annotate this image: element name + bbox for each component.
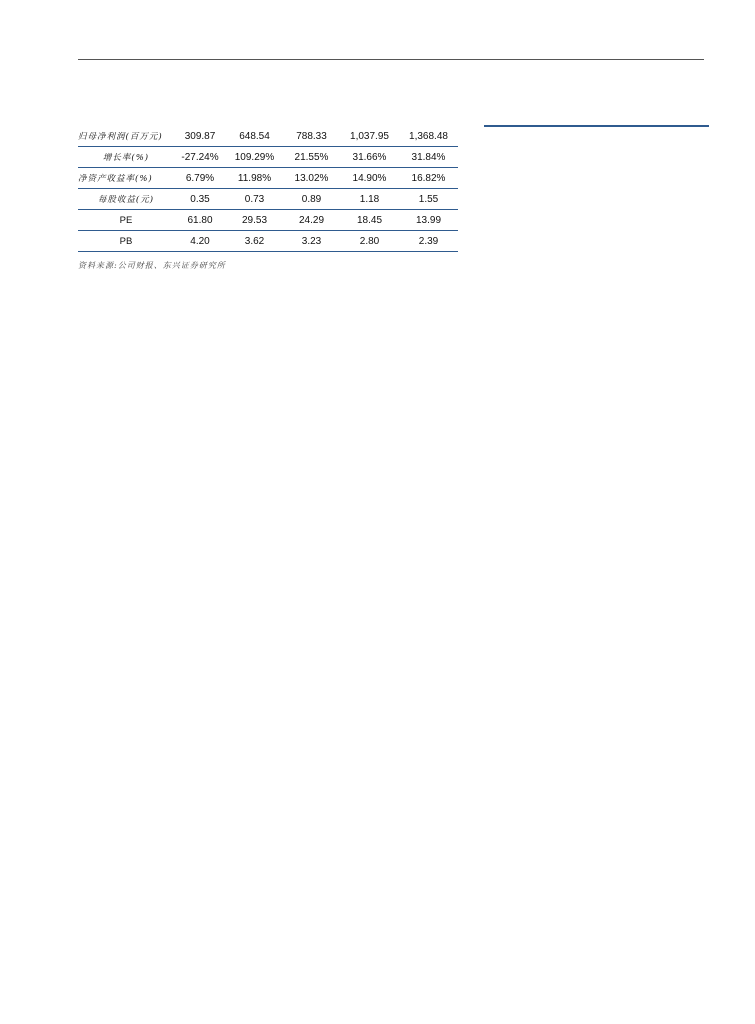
table-cell: 109.29%	[226, 147, 283, 168]
row-label: 净资产收益率(%)	[78, 168, 174, 189]
table-cell: 13.02%	[283, 168, 340, 189]
table-cell: 2.80	[340, 231, 399, 252]
table-cell: 1.18	[340, 189, 399, 210]
table-cell: 1,037.95	[340, 126, 399, 147]
table-cell: 18.45	[340, 210, 399, 231]
table-cell: 11.98%	[226, 168, 283, 189]
table-cell: 31.66%	[340, 147, 399, 168]
table-row	[78, 189, 458, 210]
row-label: 增长率(%)	[78, 147, 174, 168]
table-cell: 21.55%	[283, 147, 340, 168]
table-row	[78, 126, 458, 147]
table-cell: 1.55	[399, 189, 458, 210]
row-label: PB	[78, 231, 174, 252]
table-cell: 3.62	[226, 231, 283, 252]
table-cell: 29.53	[226, 210, 283, 231]
sidebar-rule	[484, 125, 709, 127]
table-row	[78, 168, 458, 189]
table-cell: 0.89	[283, 189, 340, 210]
table-cell: -27.24%	[174, 147, 226, 168]
table-cell: 648.54	[226, 126, 283, 147]
row-label: 每股收益(元)	[78, 189, 174, 210]
table-row	[78, 210, 458, 231]
table-row	[78, 231, 458, 252]
table-row	[78, 147, 458, 168]
table-cell: 31.84%	[399, 147, 458, 168]
table-cell: 0.35	[174, 189, 226, 210]
table-cell: 3.23	[283, 231, 340, 252]
table-cell: 14.90%	[340, 168, 399, 189]
table-cell: 13.99	[399, 210, 458, 231]
source-note: 资料来源:公司财报、东兴证券研究所	[78, 261, 226, 270]
header-rule	[78, 59, 704, 60]
table-cell: 788.33	[283, 126, 340, 147]
table-cell: 16.82%	[399, 168, 458, 189]
table-cell: 61.80	[174, 210, 226, 231]
table-cell: 309.87	[174, 126, 226, 147]
table-cell: 24.29	[283, 210, 340, 231]
row-label: PE	[78, 210, 174, 231]
row-label: 归母净利润(百万元)	[78, 126, 174, 147]
table-cell: 0.73	[226, 189, 283, 210]
table-cell: 4.20	[174, 231, 226, 252]
table-cell: 2.39	[399, 231, 458, 252]
financial-forecast-table	[78, 126, 458, 252]
table-cell: 6.79%	[174, 168, 226, 189]
table-cell: 1,368.48	[399, 126, 458, 147]
